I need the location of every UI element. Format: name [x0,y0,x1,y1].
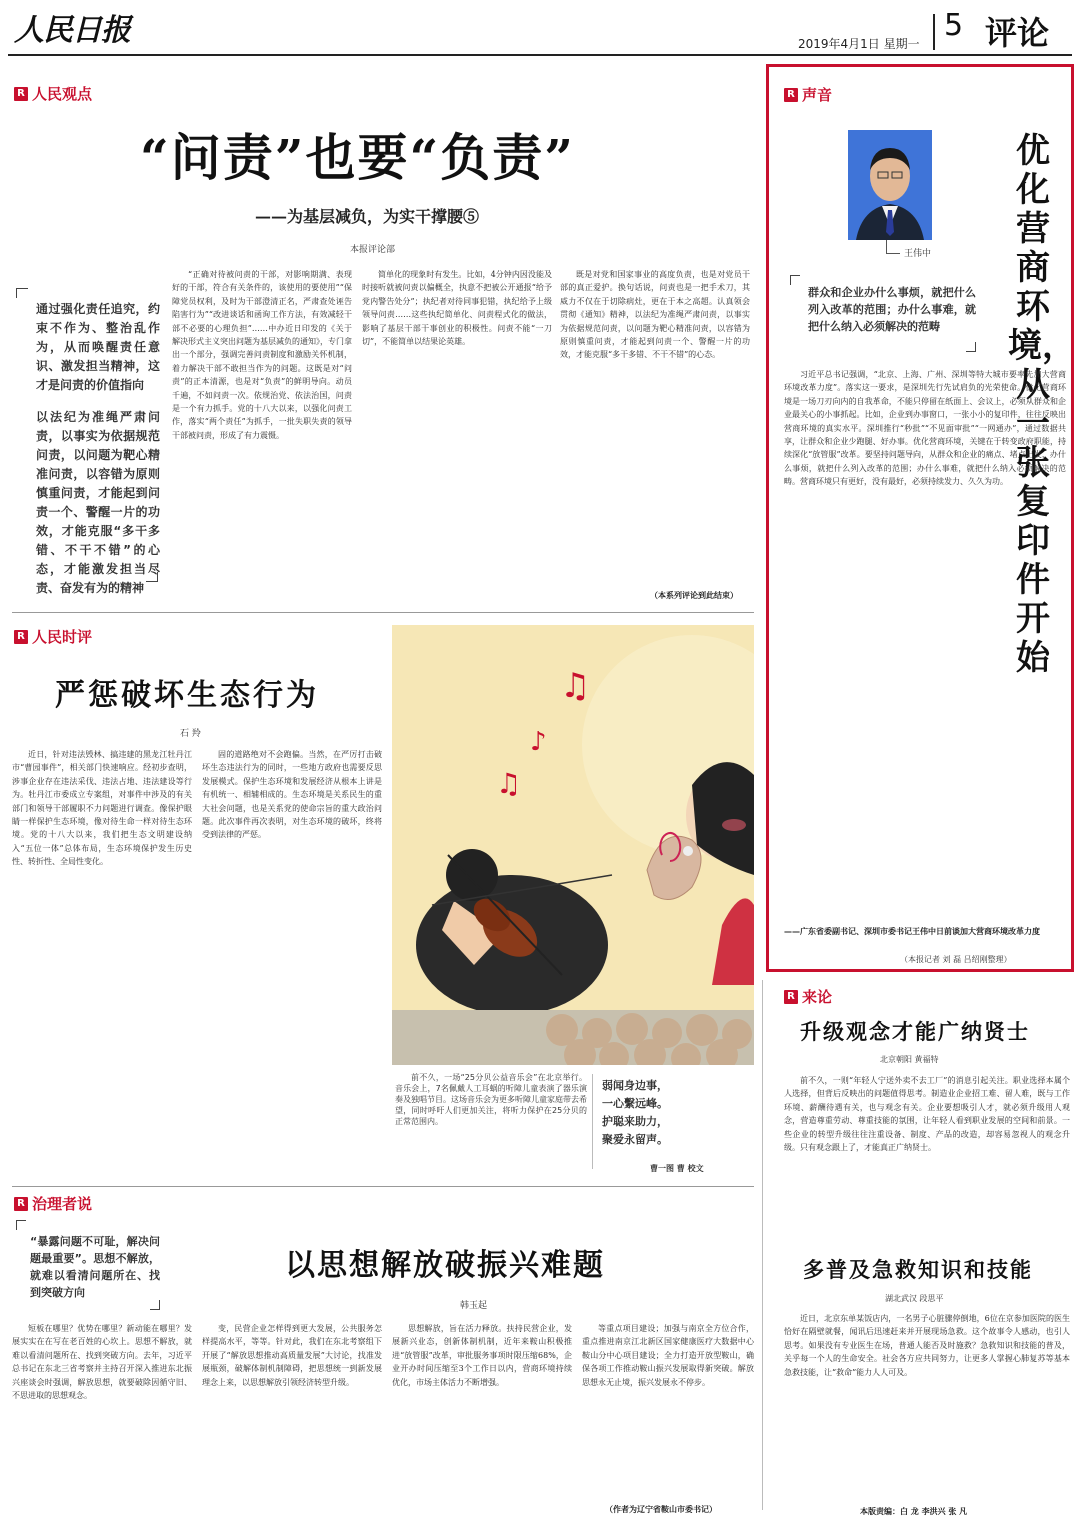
section-label-lailun [784,986,832,1007]
section-label-renmin-guandian [14,83,92,104]
headline-jiefang: 以思想解放破振兴难题 [285,1248,605,1283]
caption-text: 前不久，一场“25分贝公益音乐会”在北京举行。音乐会上，7名佩戴人工耳蜗的听障儿童表演了器乐演奏及独唱节目。这场音乐会为更多听障儿童家庭带去希望，同时呼吁人们更加关注，将听力保护在25分贝的正常范围内。 [395,1073,587,1126]
r-mark-icon: R [784,990,798,1004]
headline-wenze: “问责”也要“负责” [140,128,576,187]
sidebar-headline: 优化营商环境，从一张复印件开始 [1008,131,1076,678]
laizi-body [784,1074,1070,1246]
portrait-caption-tick [886,253,900,254]
svg-text:♫: ♫ [496,767,522,800]
section-label-text: 人民观点 [32,85,93,103]
sidebar-source: ——广东省委副书记、深圳市委书记王伟中日前谈加大营商环境改革力度 [784,927,1040,936]
col-c-para-4: 等重点项目建设；加强与南京全方位合作，重点推进南京江北新区国家健康医疗大数据中心鞍山分中心项目建设；全力打造开放型鞍山，确保各项工作推动鞍山振兴发展取得新突破。解放思想永无止境，振兴发展永不停步。 [582,1324,754,1387]
section-label-text: 声音 [802,86,833,104]
illustration-credit: 曹一图 曹 校文 [650,1163,704,1173]
col-a-para-1: “正确对待被问责的干部，对影响期满、表现好的干部，符合有关条件的，该使用的要使用”“保障党员权利，及时为干部澄清正名，严肃查处诬告陷害行为”“改进谈话和函询工作方法，有效减轻干部不必要的心理负担”……中办近日印发的《关于解决形式主义突出问题为基层减负的通知》，专门拿出一个部分，强调完善问责制度和激励关怀机制，着力解决干部不敢担当作为的问题。这既是对“问责”的正本清源，也是对“负责”的鲜明导向。动员千遍，不如问责一次。依规治党、依法治国，问责是一个有力抓手。党的十八大以来，以强化问责工作，落实“两个责任”为抓手，一批失职失责的领导干部被问责，形成了有力震慑。 [172,270,352,440]
col-c-text-2 [202,1322,382,1512]
masthead-logo: 人民日报 [14,13,130,48]
sidebar-editor: （本报记者 刘 磊 吕绍刚整理） [900,955,1012,964]
r-mark-icon: R [14,1197,28,1211]
byline-duansiping: 湖北武汉 段思平 [885,1294,944,1303]
portrait-caption-line [886,240,887,254]
headline-shengtai: 严惩破坏生态行为 [55,678,319,713]
r-mark-icon: R [784,88,798,102]
portrait-svg [848,130,932,240]
sidebar-bracket-bottom [966,342,976,352]
col-b-text-2 [202,748,382,1184]
issue-weekday: 星期一 [883,37,920,51]
sidebar-body-para: 习近平总书记强调，“北京、上海、广州、深圳等特大城市要率先加大营商环境改革力度”。落实这一要求，是深圳先行先试肩负的光荣使命。优化营商环境是一场刀刃向内的自我革命，不能只停留在纸面上、会议上，必须从群众和企业最关心的小事抓起。比如，企业到办事窗口，一张小小的复印件，往往反映出营商环境的真实水平。深圳推行“秒批”“不见面审批”“一网通办”，通过数据共享，让群众和企业少跑腿、好办事。优化营商环境，关键在于转变政府职能，持续深化“放管服”改革。要坚持问题导向，从群众和企业的痛点、堵点出发，办什么事烦，就把什么列入改革的范围；办什么事难，就把什么纳入必须解决的范畴。营商环境只有更好，没有最好，必须持续发力、久久为功。 [784,370,1066,487]
page-number: 5 [944,8,964,43]
headline-guannian: 升级观念才能广纳贤士 [800,1019,1030,1044]
pull-quote-2: 以法纪为准绳严肃问责，以事实为依据规范问责，以问题为靶心精准问责，以容错为原则慎重问责，才能起到问责一个、警醒一片的功效，才能克服“多干多错、不干不错”的心态，才能激发担当尽责、奋发有为的精神 [36,410,160,595]
col-b-para-2: 固的道路绝对不会跑偏。当然，在严厉打击破坏生态违法行为的同时，一些地方政府也需要反思发展模式。保护生态环境和发展经济从根本上讲是有机统一、相辅相成的。生态环境是关系民生的重大社会问题，也是关系党的使命宗旨的重大政治问题。此次事件再次表明，对生态环境的破坏，终将受到法律的严惩。 [202,750,382,840]
byline-huangfute: 北京朝阳 黄福特 [880,1055,939,1064]
masthead-rule [8,54,1072,56]
r-mark-icon: R [14,87,28,101]
r-mark-icon: R [14,630,28,644]
masthead-divider [933,14,935,50]
section-label-text: 治理者说 [32,1195,93,1213]
col-c-text-1 [12,1322,192,1512]
byline-shiling: 石 羚 [180,729,201,739]
section-name: 评论 [985,14,1050,52]
masthead-date [798,35,920,52]
pull-bracket-bottom-c [150,1300,160,1310]
col-c-para-3: 思想解放，旨在活力释放。扶持民营企业，发展新兴业态，创新体制机制，近年来鞍山积极推进“放管服”改革，审批服务事项时限压缩68%，企业开办时间压缩至3个工作日以内，营商环境持续优化，市场主体活力不断增强。 [392,1324,572,1387]
aid-body [784,1312,1070,1492]
col-c-para-1: 短板在哪里？优势在哪里？新动能在哪里？发展实实在在写在老百姓的心坎上。思想不解放，就难以看清问题所在、找到突破方向。去年，习近平总书记在东北三省考察并主持召开深入推进东北振兴座谈会时强调，解放思想，就要破除因循守旧、不思进取的思想观念。 [12,1324,192,1401]
sidebar-bracket-top [790,275,800,285]
illustration-poem: 弱闻身边事，一心繫远峰。护聪来助力，聚爱永留声。 [602,1079,668,1146]
series-end-note: （本系列评论到此结束） [650,590,738,600]
col-a-para-3: 既是对党和国家事业的高度负责，也是对党员干部的真正爱护。换句话说，问责也是一把手术刀，其威力不仅在于切除病灶，更在于本之高超。认真领会贯彻《通知》精神，以法纪为准绳严肃问责，以事实为依据规范问责，以问题为靶心精准问责，以容错为原则慎重问责，才能起到问责一个、警醒一片的功效，才能克服“多干多错、不干不错”的心态。 [560,270,750,360]
section-label-zhilizhe [14,1193,92,1214]
pull-quote-c: “暴露问题不可耻，解决问题最重要”。思想不解放，就难以看清问题所在、找到突破方向 [30,1235,160,1299]
headline-jijiu: 多普及急救知识和技能 [803,1257,1033,1282]
issue-date: 2019年4月1日 [798,37,880,51]
col-b-text-1 [12,748,192,1184]
svg-text:♫: ♫ [560,666,591,706]
col-a-para-2: 简单化的现象时有发生。比如，4分钟内因没能及时接听就被问责以偏概全，执意不把被公开通报“给予党内警告处分”；执纪者对待同事犯错，执纪给予上级领导问责……这些执纪简单化、问责程式化的做法，影响了基层干部干事创业的积极性。问责不能“一刀切”，不能简单以结果论英雄。 [362,270,552,347]
laizi-body-para: 前不久，一则“年轻人宁送外卖不去工厂”的消息引起关注。职业选择本属个人选择，但背后反映出的问题值得思考。制造业企业招工难、留人难，既与工作环境、薪酬待遇有关，也与观念有关。企业要想吸引人才，就必须升级用人观念，营造尊重劳动、尊重技能的氛围，让年轻人看到职业发展的空间和前景。一些企业的转型升级往往注重设备、制度、产品的改造，却容易忽视人的观念升级。只有观念跟上了，才能真正广纳贤士。 [784,1076,1070,1153]
illustration-svg [392,625,754,1065]
section-label-text: 人民时评 [32,628,93,646]
col-c-text-4 [582,1322,754,1496]
svg-text:♪: ♪ [530,727,547,757]
byline-pinglunbu: 本报评论部 [350,245,396,255]
byline-hanyuqi: 韩玉起 [460,1301,488,1311]
pull-bracket-top [16,288,28,298]
col-c-text-3 [392,1322,572,1512]
col-a-text-3 [560,268,750,568]
pull-bracket-top-c [16,1220,26,1230]
aid-body-para: 近日，北京东单某饭店内，一名男子心脏骤停倒地，6位在京参加医院的医生恰好在隔壁就餐，闻讯后迅速赶来并开展现场急救。这个故事令人感动，也引人思考。如果没有专业医生在场，普通人能否及时施救？急救知识和技能的普及，关乎每一个人的生命安全。社会各方应共同努力，让更多人掌握心肺复苏等基本急救技能，让“救命”能力人人可及。 [784,1314,1070,1377]
pull-quote-1: 通过强化责任追究，约束不作为、整治乱作为，从而唤醒责任意识、激发担当精神，这才是问责的价值指向 [36,302,160,392]
col-c-para-2: 变，民营企业怎样得到更大发展，公共服务怎样提高水平，等等。针对此，我们在东北考察组下开展了“解放思想推动高质量发展”大讨论，找准发展瓶颈，破解体制机制障碍，把思想统一到新发展理念上来，以思想解放引领经济转型升级。 [202,1324,382,1387]
subtitle-wenze: ——为基层减负，为实干撑腰⑤ [255,207,480,226]
page-editors: 本版责编：白 龙 李洪兴 张 凡 [860,1507,968,1516]
concert-illustration [392,625,754,1065]
portrait-photo [848,130,932,240]
rule-a [12,612,754,613]
sidebar-divider [762,980,763,1510]
author-note: （作者为辽宁省鞍山市委书记） [605,1504,717,1514]
caption-divider [592,1074,593,1169]
col-b-para-1: 近日，针对违法毁林、搞违建的黑龙江牡丹江市“曹园事件”，相关部门快速响应。经初步查明，涉事企业存在违法采伐、违法占地、违法建设等行为。牡丹江市委成立专案组，对事件中涉及的有关部门和领导干部履职不力问题进行调查。像保护眼睛一样保护生态环境，像对待生命一样对待生态环境。党的十八大以来，我们把生态文明建设纳入“五位一体”总体布局，生态环境保护发生历史性、转折性、全局性变化。 [12,750,192,867]
section-label-text: 来论 [802,988,833,1006]
section-label-renmin-shiping [14,626,92,647]
col-a-text-2 [362,268,552,586]
person-name: 王伟中 [904,249,932,259]
col-a-text-1 [172,268,352,586]
sidebar-pull-quote: 群众和企业办什么事烦，就把什么列入改革的范围；办什么事难，就把什么纳入必须解决的范畴 [808,286,976,333]
rule-b [12,1186,754,1187]
pull-bracket-bottom [146,572,158,582]
section-label-shengyin [784,84,832,105]
sidebar-body [784,368,1066,914]
illustration-caption [395,1072,587,1177]
